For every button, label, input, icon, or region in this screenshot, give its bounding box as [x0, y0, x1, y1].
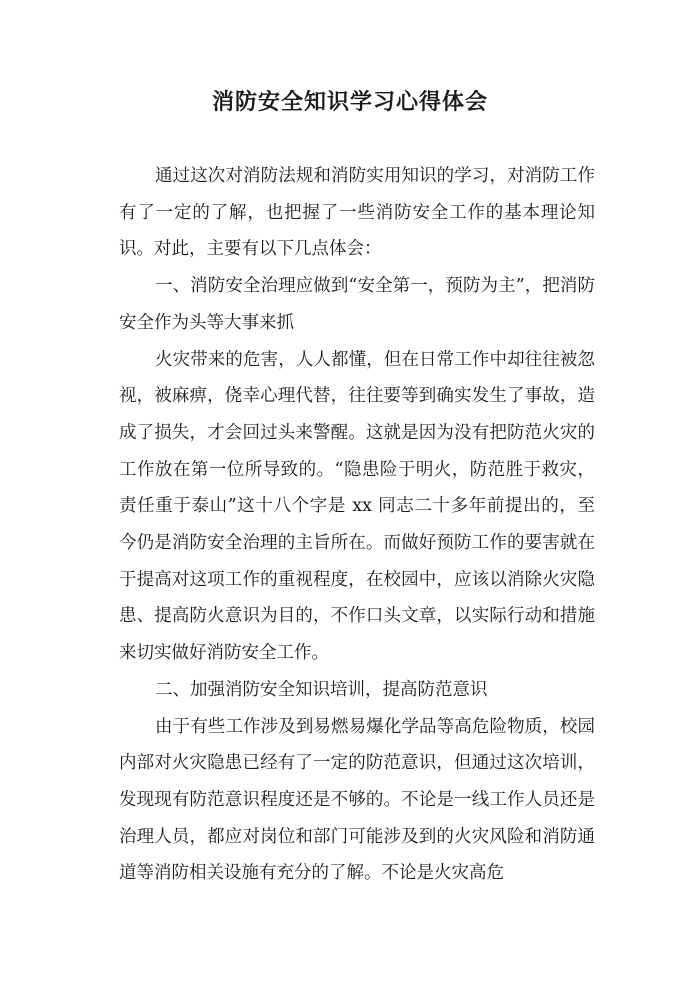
section-heading-1: 一、消防安全治理应做到“安全第一，预防为主”，把消防安全作为头等大事来抓 — [119, 276, 595, 333]
paragraph-section-2: 由于有些工作涉及到易燃易爆化学品等高危险物质，校园内部对火灾隐患已经有了一定的防范意识，但通过这次培训，发现现有防范意识程度还是不够的。不论是一线工作人员还是治理人员，都应对岗位和部门可能涉及到的火灾风险和消防通道等消防相关设施有充分的了解。不论是火灾高危 — [119, 716, 595, 884]
section-heading-2: 二、加强消防安全知识培训，提高防范意识 — [155, 679, 488, 700]
document-body — [119, 158, 595, 892]
paragraph-section-1: 火灾带来的危害，人人都懂，但在日常工作中却往往被忽视，被麻痹，侥幸心理代替，往往要等到确实发生了事故，造成了损失，才会回过头来警醒。这就是因为没有把防范火灾的工作放在第一位所导致的。“隐患险于明火，防范胜于救灾，责任重于泰山”这十八个字是 xx 同志二十多年前提出的，至今仍是消防安全治理的主旨所在。而做好预防工作的要害就在于提高对这项工作的重视程度，在校园中，应该以消除火灾隐患、提高防火意识为目的，不作口头文章，以实际行动和措施来切实做好消防安全工作。 — [119, 349, 595, 664]
document-title: 消防安全知识学习心得体会 — [211, 89, 488, 115]
paragraph-intro: 通过这次对消防法规和消防实用知识的学习，对消防工作有了一定的了解，也把握了一些消防安全工作的基本理论知识。对此，主要有以下几点体会： — [119, 166, 595, 260]
